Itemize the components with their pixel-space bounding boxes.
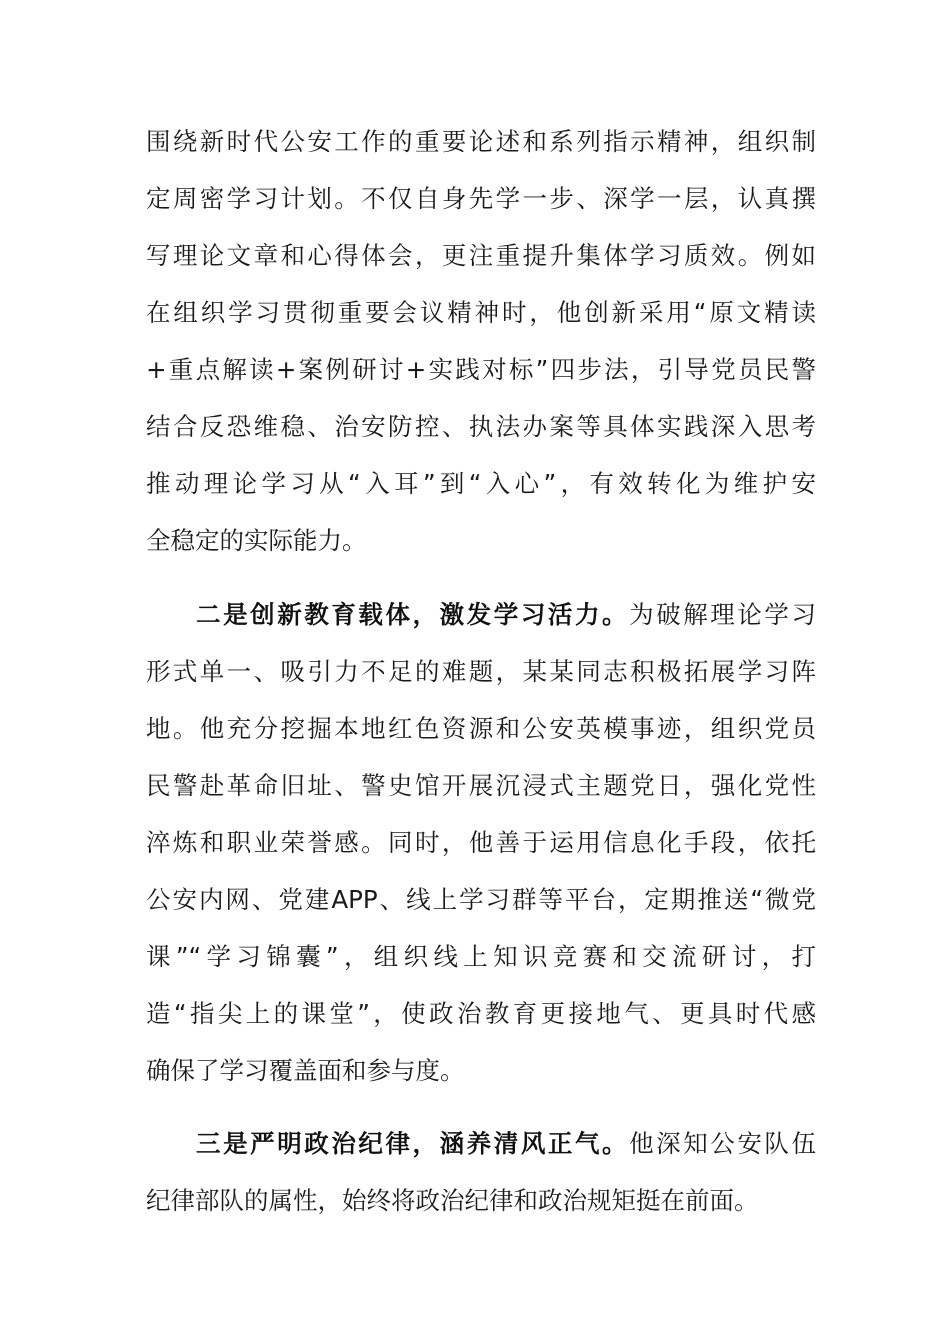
paragraph-1-line-6: 结合反恐维稳、治安防控、执法办案等具体实践深入思考 [146,412,816,441]
paragraph-2-first-line [196,595,816,635]
paragraph-1-line-7: 推动理论学习从“入耳”到“入心”，有效转化为维护安 [146,469,816,498]
paragraph-3-heading: 三是严明政治纪律，涵养清风正气。 [196,1129,630,1158]
paragraph-2-line-4: 民警赴革命旧址、警史馆开展沉浸式主题党日，强化党性 [146,771,816,800]
paragraph-2-line-7: 课”“学习锦囊”，组织线上知识竞赛和交流研讨，打 [146,942,816,971]
paragraph-2-line-5: 淬炼和职业荣誉感。同时，他善于运用信息化手段，依托 [146,828,816,857]
paragraph-2-line-3: 地。他充分挖掘本地红色资源和公安英模事迹，组织党员 [146,714,816,743]
paragraph-1-line-1: 围绕新时代公安工作的重要论述和系列指示精神，组织制 [146,127,816,156]
paragraph-1-line-3: 写理论文章和心得体会，更注重提升集体学习质效。例如 [146,241,816,270]
paragraph-1-line-8: 全稳定的实际能力。 [146,526,367,555]
paragraph-3-first-line [196,1124,816,1164]
paragraph-2-heading: 二是创新教育载体，激发学习活力。 [196,600,630,629]
paragraph-2-line-8: 造“指尖上的课堂”，使政治教育更接地气、更具时代感 [146,999,816,1028]
paragraph-1-line-5: +重点解读+案例研讨+实践对标”四步法，引导党员民警 [146,355,816,384]
paragraph-1-line-2: 定周密学习计划。不仅自身先学一步、深学一层，认真撰 [146,184,816,213]
paragraph-3-line-2: 纪律部队的属性，始终将政治纪律和政治规矩挺在前面。 [146,1186,759,1215]
paragraph-3-first-line-rest: 他深知公安队伍 [629,1129,816,1158]
paragraph-2-line-9: 确保了学习覆盖面和参与度。 [146,1056,465,1085]
paragraph-2-line-2: 形式单一、吸引力不足的难题，某某同志积极拓展学习阵 [146,657,816,686]
paragraph-2-first-line-rest: 为破解理论学习 [629,600,816,629]
paragraph-2-line-6: 公安内网、党建APP、线上学习群等平台，定期推送“微党 [146,885,816,914]
paragraph-1-line-4: 在组织学习贯彻重要会议精神时，他创新采用“原文精读 [146,298,816,327]
